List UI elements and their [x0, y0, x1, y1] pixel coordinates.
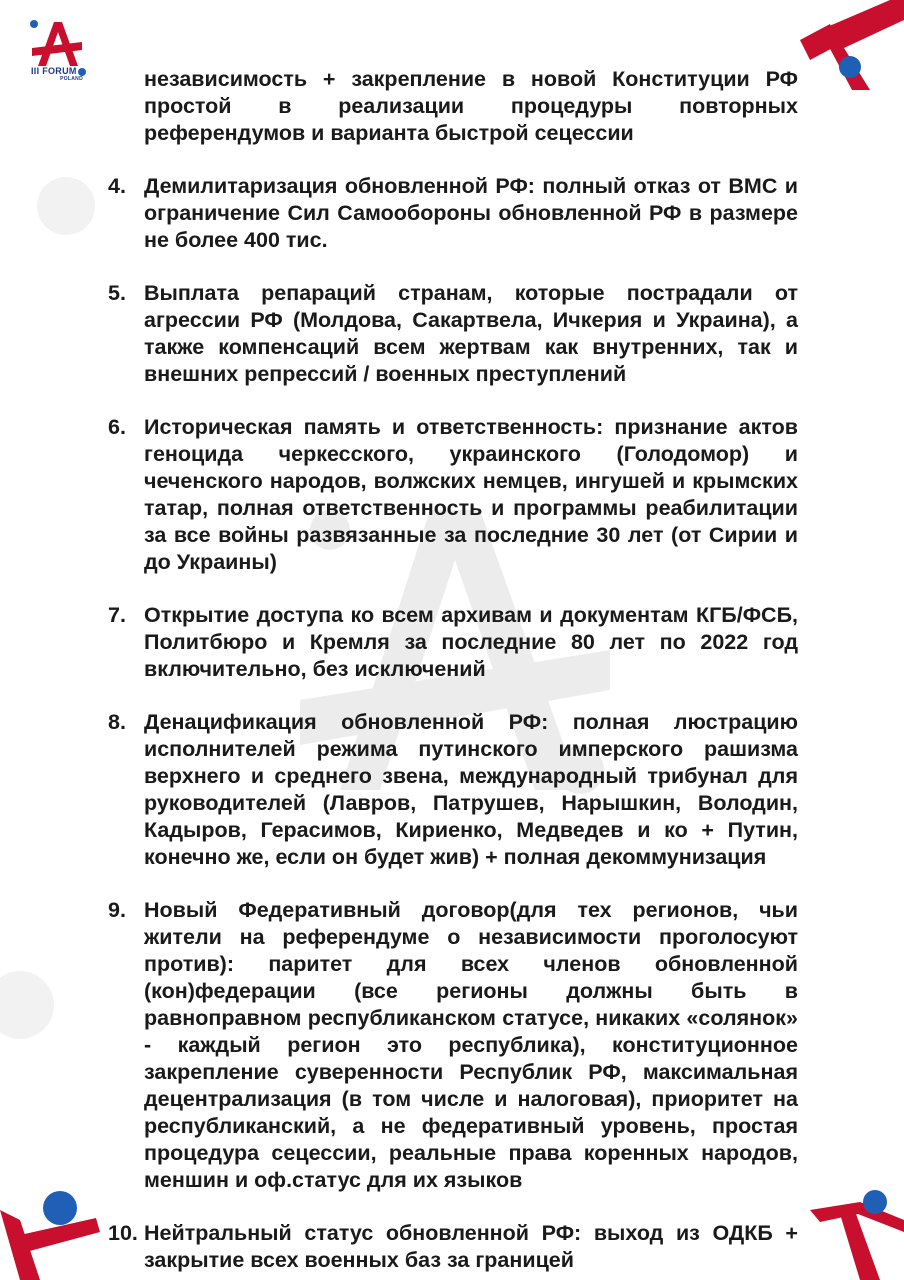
list-item-text: Выплата репараций странам, которые пострадали от агрессии РФ (Молдова, Сакартвела, Ичкерия и Украина), а также компенсаций всем жертвам как внутренних, так и внешних репрессий / военных преступлений — [144, 281, 798, 386]
document-body — [108, 66, 798, 1274]
logo-line2: POLAND — [60, 76, 83, 82]
list-item-5 — [108, 280, 798, 388]
list-item-number: 6. — [108, 415, 126, 439]
list-item-10 — [108, 1220, 798, 1274]
list-item-8 — [108, 709, 798, 871]
list-item-text: Новый Федеративный договор(для тех регионов, чьи жители на референдуме о независимости проголосуют против): паритет для всех членов обновленной (кон)федерации (все регионы должны быть в равноправном республиканском статусе, никаких «солянок» - каждый регион это республика), конституционное закрепление суверенности Республик РФ, максимальная децентрализация (в том числе и налоговая), приоритет на республиканский, а не федеративный уровень, простая процедура сецессии, реальные права коренных народов, меншин и оф.статус для их языков — [144, 898, 798, 1192]
list-item-number: 10. — [108, 1221, 138, 1245]
list-item-number: 7. — [108, 603, 126, 627]
top-right-decoration — [800, 0, 904, 90]
bottom-right-decoration — [800, 1180, 904, 1280]
list-item-text: Нейтральный статус обновленной РФ: выход из ОДКБ + закрытие всех военных баз за границей — [144, 1221, 798, 1272]
list-item-number: 8. — [108, 710, 126, 734]
list-item-7 — [108, 602, 798, 683]
list-item-text: Демилитаризация обновленной РФ: полный отказ от ВМС и ограничение Сил Самообороны обновленной РФ в размере не более 400 тис. — [144, 174, 798, 252]
gray-circle-left-top — [36, 176, 96, 236]
list-item-text: Открытие доступа ко всем архивам и документам КГБ/ФСБ, Политбюро и Кремля за последние 80 лет по 2022 год включительно, без исключений — [144, 603, 798, 681]
list-item-4 — [108, 173, 798, 254]
list-item-text: Денацификация обновленной РФ: полная люстрацию исполнителей режима путинского имперского рашизма верхнего и среднего звена, международный трибунал для руководителей (Лавров, Патрушев, Нарышкин, Володин, Кадыров, Герасимов, Кириенко, Медведев и ко + Путин, конечно же, если он будет жив) + полная декоммунизация — [144, 710, 798, 869]
list-item-text: Историческая память и ответственность: признание актов геноцида черкесского, украинского (Голодомор) и чеченского народов, волжских немцев, ингушей и крымских татар, полная ответственность и программы реабилитации за все войны развязанные за последние 30 лет (от Сирии и до Украины) — [144, 415, 798, 574]
list-item-number: 5. — [108, 281, 126, 305]
intro-paragraph: независимость + закрепление в новой Конституции РФ простой в реализации процедуры повторных референдумов и варианта быстрой сецессии — [144, 67, 798, 145]
list-item-number: 9. — [108, 898, 126, 922]
list-item-6 — [108, 414, 798, 576]
logo-caption — [31, 66, 91, 82]
logo-line1: III FORUM — [31, 66, 77, 76]
gray-circle-left-bottom — [0, 970, 56, 1040]
list-item-number: 4. — [108, 174, 126, 198]
bottom-left-decoration — [0, 1180, 110, 1280]
list-item-9 — [108, 897, 798, 1194]
